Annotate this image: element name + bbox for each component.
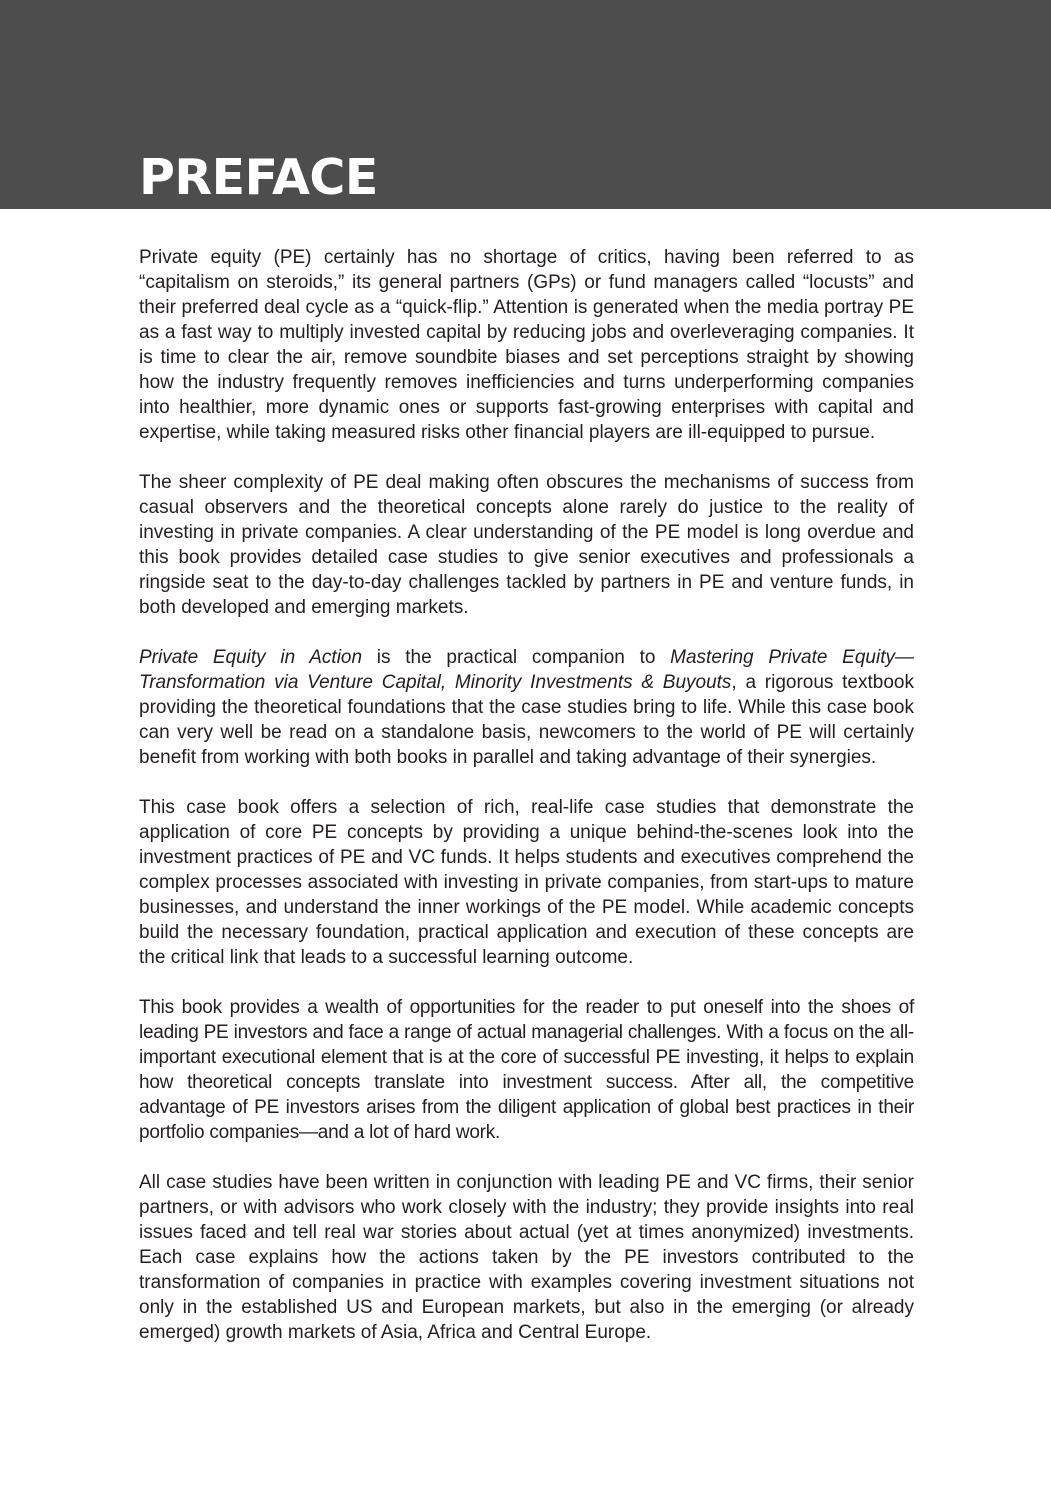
paragraph-critics: Private equity (PE) certainly has no shortage of critics, having been referred to as “capitalism on steroids,” its general partners (GPs) or fund managers called “locusts” and their preferred deal cycle as a “quick-flip.” Attention is generated when the media portray PE as a fast way to multiply invested capital by reducing jobs and overleveraging companies. It is time to clear the air, remove soundbite biases and set perceptions straight by showing how the industry frequently removes inefficiencies and turns underperforming companies into healthier, more dynamic ones or supports fast-growing enterprises with capital and expertise, while taking measured risks other financial players are ill-equipped to pursue. [139, 247, 914, 443]
page-title: PREFACE [139, 149, 378, 206]
preface-body [139, 245, 914, 1370]
book-title-mastering-pe: Mastering Private Equity—Transformation via Venture Capital, Minority Investments & Buyouts [139, 647, 914, 693]
paragraph-case-book: This case book offers a selection of rich, real-life case studies that demonstrate the application of core PE concepts by providing a unique behind-the-scenes look into the investment practices of PE and VC funds. It helps students and executives comprehend the complex processes associated with investing in private companies, from start-ups to mature businesses, and understand the inner workings of the PE model. While academic concepts build the necessary foundation, practical application and execution of these concepts are the critical link that leads to a successful learning outcome. [139, 797, 914, 968]
book-title-pe-in-action: Private Equity in Action [139, 647, 363, 668]
paragraph-text: , a rigorous textbook providing the theoretical foundations that the case studies bring to life. While this case book can very well be read on a standalone basis, newcomers to the world of PE will certainly benefit from working with both books in parallel and taking advantage of their synergies. [139, 672, 914, 768]
paragraph-case-studies: All case studies have been written in conjunction with leading PE and VC firms, their senior partners, or with advisors who work closely with the industry; they provide insights into real issues faced and tell real war stories about actual (yet at times anonymized) investments. Each case explains how the actions taken by the PE investors contributed to the transformation of companies in practice with examples covering investment situations not only in the established US and European markets, but also in the emerging (or already emerged) growth markets of Asia, Africa and Central Europe. [139, 1172, 914, 1343]
paragraph-opportunities: This book provides a wealth of opportunities for the reader to put oneself into the shoes of leading PE investors and face a range of actual managerial challenges. With a focus on the all-important executional element that is at the core of successful PE investing, it helps to explain how theoretical concepts translate into investment success. After all, the competitive advantage of PE investors arises from the diligent application of global best practices in their portfolio companies—and a lot of hard work. [139, 997, 914, 1143]
paragraph-text: is the practical companion to [362, 647, 671, 668]
paragraph-companion-books [139, 645, 914, 770]
header-band [0, 0, 1051, 209]
paragraph-complexity: The sheer complexity of PE deal making often obscures the mechanisms of success from casual observers and the theoretical concepts alone rarely do justice to the reality of investing in private companies. A clear understanding of the PE model is long overdue and this book provides detailed case studies to give senior executives and professionals a ringside seat to the day-to-day challenges tackled by partners in PE and venture funds, in both developed and emerging markets. [139, 472, 914, 618]
